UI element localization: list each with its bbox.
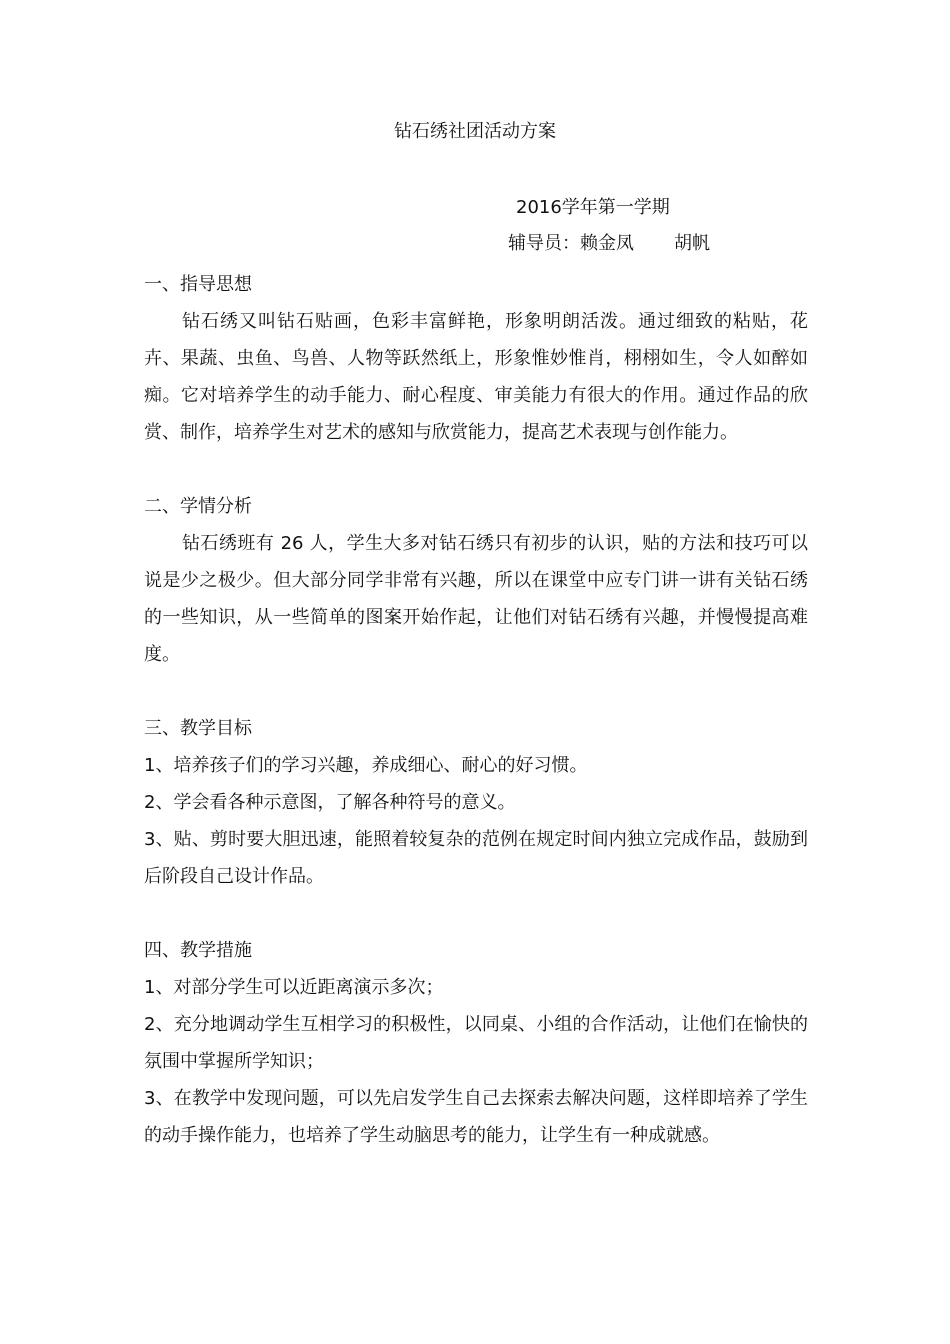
section-heading-measures: 四、教学措施 [144, 940, 252, 961]
section-heading-analysis: 二、学情分析 [144, 496, 252, 517]
section-heading-guiding: 一、指导思想 [144, 274, 252, 295]
document-body [144, 266, 808, 1154]
tutor-label: 辅导员：赖金凤 [508, 233, 634, 254]
measure-item-3: 3、在教学中发现问题，可以先启发学生自己去探索去解决问题，这样即培养了学生的动手操作能力，也培养了学生动脑思考的能力，让学生有一种成就感。 [144, 1088, 808, 1146]
spacer [144, 673, 808, 710]
goal-item-1: 1、培养孩子们的学习兴趣，养成细心、耐心的好习惯。 [144, 755, 588, 776]
term-text: 2016学年第一学期 [516, 197, 670, 218]
spacer [144, 895, 808, 932]
paragraph-analysis: 钻石绣班有 26 人，学生大多对钻石绣只有初步的认识，贴的方法和技巧可以说是少之极少。但大部分同学非常有兴趣，所以在课堂中应专门讲一讲有关钻石绣的一些知识，从一些简单的图案开始作起，让他们对钻石绣有兴趣，并慢慢提高难度。 [144, 533, 808, 665]
tutor-text [508, 230, 710, 258]
measure-item-2: 2、充分地调动学生互相学习的积极性，以同桌、小组的合作活动，让他们在愉快的氛围中掌握所学知识； [144, 1014, 808, 1072]
section-heading-goals: 三、教学目标 [144, 718, 252, 739]
tutor-second-name: 胡帆 [674, 233, 710, 254]
goal-item-2: 2、学会看各种示意图，了解各种符号的意义。 [144, 792, 516, 813]
document-title: 钻石绣社团活动方案 [394, 121, 556, 142]
spacer [144, 451, 808, 488]
goal-item-3: 3、贴、剪时要大胆迅速，能照着较复杂的范例在规定时间内独立完成作品，鼓励到后阶段自己设计作品。 [144, 829, 808, 887]
measure-item-1: 1、对部分学生可以近距离演示多次； [144, 977, 444, 998]
paragraph-guiding: 钻石绣又叫钻石贴画，色彩丰富鲜艳，形象明朗活泼。通过细致的粘贴，花卉、果蔬、虫鱼、鸟兽、人物等跃然纸上，形象惟妙惟肖，栩栩如生，令人如醉如痴。它对培养学生的动手能力、耐心程度、审美能力有很大的作用。通过作品的欣赏、制作，培养学生对艺术的感知与欣赏能力，提高艺术表现与创作能力。 [144, 311, 808, 443]
